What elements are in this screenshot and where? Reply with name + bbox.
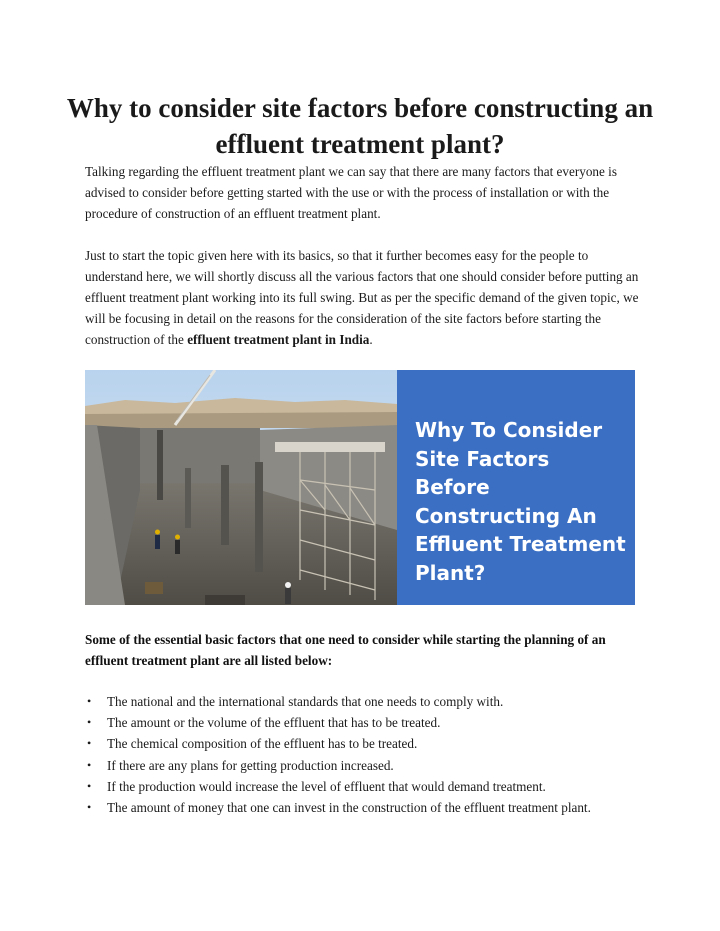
intro-paragraph: Talking regarding the effluent treatment plant we can say that there are many factors that everyone is advised to consider before getting started with the use or with the process of installation or with the procedure of construction of an effluent treatment plant. bbox=[85, 164, 617, 221]
list-item-text: The chemical composition of the effluent has to be treated. bbox=[107, 736, 418, 752]
list-item bbox=[85, 691, 655, 712]
bold-keyword-phrase: effluent treatment plant in India bbox=[187, 332, 370, 347]
second-paragraph-text: Just to start the topic given here with its basics, so that it further becomes easy for the people to understand here, we will shortly discuss all the various factors that one should consider before putting an effluent treatment plant working into its full swing. But as per the specific demand of the given topic, we will be focusing in detail on the reasons for the consideration of the site factors before starting the construction of the bbox=[85, 248, 639, 347]
list-item bbox=[85, 755, 655, 776]
banner-title-panel bbox=[397, 370, 635, 605]
list-item bbox=[85, 776, 655, 797]
list-item bbox=[85, 712, 655, 733]
list-item-text: The amount or the volume of the effluent that has to be treated. bbox=[107, 715, 441, 731]
construction-site-photo bbox=[85, 370, 397, 605]
bullet-icon: • bbox=[87, 778, 92, 793]
list-item bbox=[85, 797, 655, 818]
bullet-icon: • bbox=[87, 715, 92, 730]
list-item-text: If there are any plans for getting production increased. bbox=[107, 757, 394, 773]
factors-subheading: Some of the essential basic factors that one need to consider while starting the planning of an effluent treatment plant are all listed below: bbox=[85, 632, 606, 668]
bullet-icon: • bbox=[87, 736, 92, 751]
second-paragraph bbox=[85, 245, 645, 350]
list-item-text: The amount of money that one can invest in the construction of the effluent treatment plant. bbox=[107, 800, 591, 816]
article-banner-image bbox=[85, 370, 635, 605]
bullet-icon: • bbox=[87, 694, 92, 708]
banner-title-text: Why To Consider Site Factors Before Constructing An Effluent Treatment Plant? bbox=[415, 418, 626, 585]
bullet-icon: • bbox=[87, 800, 92, 815]
factors-list bbox=[85, 691, 655, 818]
page-title: Why to consider site factors before constructing an effluent treatment plant? bbox=[66, 93, 654, 159]
list-item-text: The national and the international standards that one needs to comply with. bbox=[107, 694, 504, 709]
list-item-text: If the production would increase the level of effluent that would demand treatment. bbox=[107, 778, 546, 794]
second-paragraph-end: . bbox=[369, 332, 373, 347]
list-item bbox=[85, 733, 655, 754]
bullet-icon: • bbox=[87, 757, 92, 772]
